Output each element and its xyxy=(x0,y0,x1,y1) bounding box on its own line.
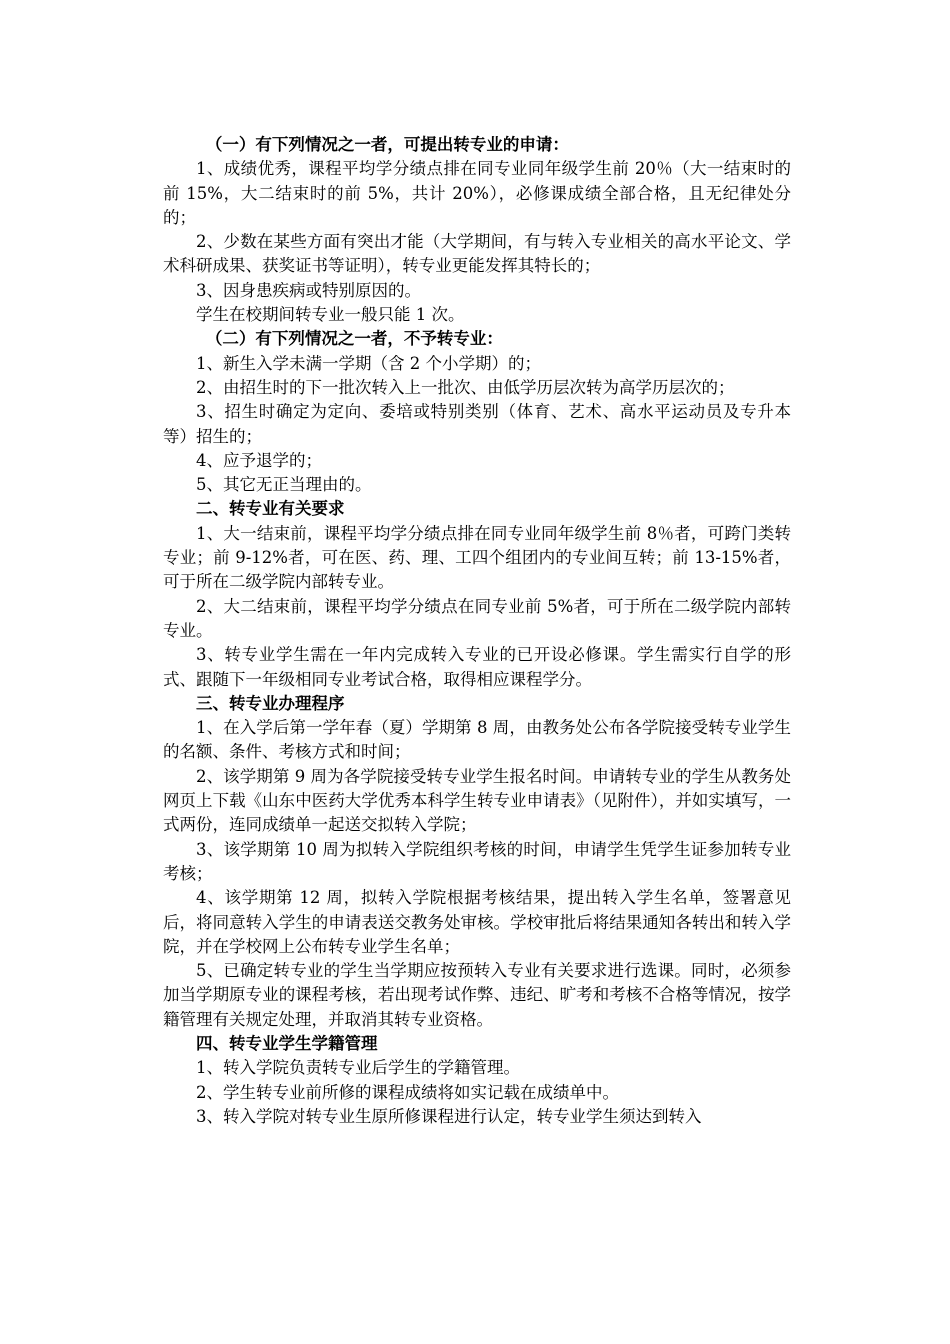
paragraph: 4、应予退学的； xyxy=(196,450,322,470)
section-heading-procedure: 三、转专业办理程序 xyxy=(196,693,345,713)
paragraph: 3、该学期第 10 周为拟转入学院组织考核的时间，申请学生凭学生证参加转专业考核； xyxy=(163,839,791,883)
paragraph: 3、转入学院对转专业生原所修课程进行认定，转专业学生须达到转入 xyxy=(196,1106,702,1126)
section-heading-registry: 四、转专业学生学籍管理 xyxy=(196,1033,378,1053)
paragraph: 1、转入学院负责转专业后学生的学籍管理。 xyxy=(196,1058,520,1078)
paragraph: 3、招生时确定为定向、委培或特别类别（体育、艺术、高水平运动员及专升本等）招生的； xyxy=(163,402,791,446)
paragraph: 5、已确定转专业的学生当学期应按预转入专业有关要求进行选课。同时，必须参加当学期原专业的课程考核，若出现考试作弊、违纪、旷考和考核不合格等情况，按学籍管理有关规定处理，并取消其转专业资格。 xyxy=(163,961,791,1029)
paragraph: 1、在入学后第一学年春（夏）学期第 8 周，由教务处公布各学院接受转专业学生的名额、条件、考核方式和时间； xyxy=(163,718,791,762)
paragraph: 2、该学期第 9 周为各学院接受转专业学生报名时间。申请转专业的学生从教务处网页上下载《山东中医药大学优秀本科学生转专业申请表》（见附件），并如实填写，一式两份，连同成绩单一起送交拟转入学院； xyxy=(163,766,791,835)
section-heading-2: （二）有下列情况之一者，不予转专业： xyxy=(205,329,503,349)
section-heading-1: （一）有下列情况之一者，可提出转专业的申请： xyxy=(205,135,569,154)
paragraph: 2、学生转专业前所修的课程成绩将如实记载在成绩单中。 xyxy=(196,1082,619,1102)
paragraph: 2、由招生时的下一批次转入上一批次、由低学历层次转为高学历层次的； xyxy=(196,377,735,397)
paragraph: 2、少数在某些方面有突出才能（大学期间，有与转入专业相关的高水平论文、学术科研成果、获奖证书等证明），转专业更能发挥其特长的； xyxy=(163,232,791,276)
paragraph: 2、大二结束前，课程平均学分绩点在同专业前 5%者，可于所在二级学院内部转专业。 xyxy=(163,596,791,640)
paragraph: 5、其它无正当理由的。 xyxy=(196,475,372,495)
paragraph: 1、新生入学未满一学期（含 2 个小学期）的； xyxy=(196,353,541,373)
paragraph: 3、转专业学生需在一年内完成转入专业的已开设必修课。学生需实行自学的形式、跟随下一年级相同专业考试合格，取得相应课程学分。 xyxy=(163,645,791,689)
paragraph: 4、该学期第 12 周，拟转入学院根据考核结果，提出转入学生名单，签署意见后，将同意转入学生的申请表送交教务处审核。学校审批后将结果通知各转出和转入学院，并在学校网上公布转专业学生名单； xyxy=(163,888,791,956)
paragraph: 3、因身患疾病或特别原因的。 xyxy=(196,280,421,300)
paragraph: 1、成绩优秀，课程平均学分绩点排在同专业同年级学生前 20％（大一结束时的前 15%，大二结束时的前 5%，共计 20%），必修课成绩全部合格，且无纪律处分的； xyxy=(163,159,791,227)
paragraph: 1、大一结束前，课程平均学分绩点排在同专业同年级学生前 8％者，可跨门类转专业；前 9-12%者，可在医、药、理、工四个组团内的专业间互转；前 13-15%者，可于所在二级学院内部转专业。 xyxy=(163,523,791,592)
document-page xyxy=(163,133,791,1129)
paragraph: 学生在校期间转专业一般只能 1 次。 xyxy=(196,305,465,325)
section-heading-requirements: 二、转专业有关要求 xyxy=(196,499,345,519)
